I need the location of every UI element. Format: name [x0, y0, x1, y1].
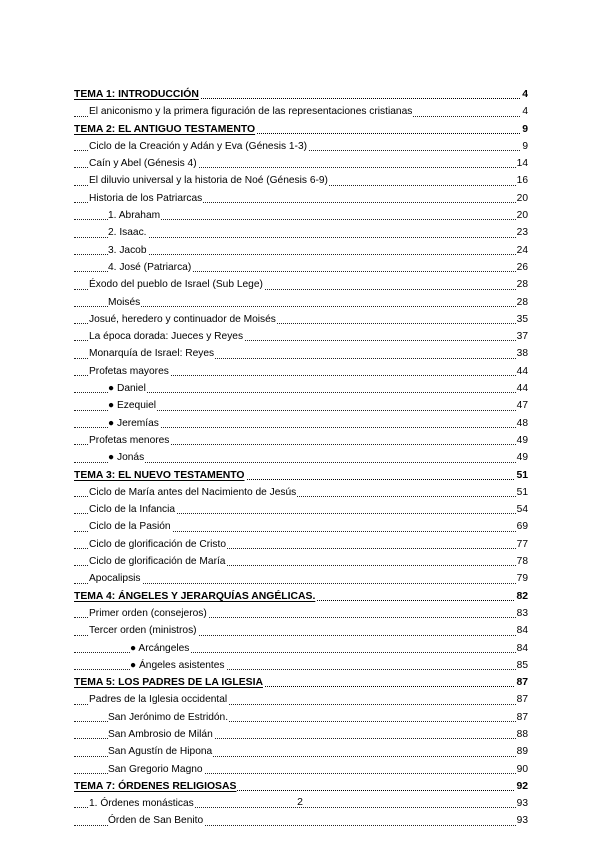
toc-entry[interactable]	[74, 242, 528, 259]
toc-entry-page: 87	[516, 691, 528, 708]
toc-entry[interactable]	[74, 622, 528, 639]
toc-entry[interactable]	[74, 484, 528, 501]
toc-entry-page: 89	[516, 743, 528, 760]
toc-entry-title: Caín y Abel (Génesis 4)	[89, 158, 197, 170]
toc-entry-title: 1. Abraham	[108, 210, 161, 222]
toc-entry-title: Órden de San Benito	[108, 815, 204, 827]
toc-entry-page: 26	[516, 259, 528, 276]
toc-entry-page: 84	[516, 622, 528, 639]
toc-entry-title: ● Arcángeles	[130, 642, 190, 654]
toc-entry-page: 85	[516, 657, 528, 674]
toc-entry-page: 84	[516, 640, 528, 657]
toc-entry-page: 49	[516, 449, 528, 466]
toc-entry[interactable]	[74, 761, 528, 778]
toc-entry-page: 88	[516, 726, 528, 743]
toc-entry-page: 28	[516, 276, 528, 293]
toc-entry[interactable]	[74, 518, 528, 535]
toc-entry-title: 4. José (Patriarca)	[108, 261, 192, 273]
toc-entry-page: 83	[516, 605, 528, 622]
toc-entry-title: Josué, heredero y continuador de Moisés	[89, 313, 276, 325]
toc-entry-page: 47	[516, 397, 528, 414]
toc-entry-page: 35	[516, 311, 528, 328]
toc-entry-title: San Agustín de Hipona	[108, 746, 213, 758]
toc-entry-title: Profetas menores	[89, 434, 170, 446]
toc-entry-title: El aniconismo y la primera figuración de las representaciones cristianas	[89, 106, 413, 118]
toc-entry-page: 51	[515, 467, 528, 484]
toc-entry-title: Ciclo de María antes del Nacimiento de Jesús	[89, 486, 297, 498]
toc-entry-title: Ciclo de la Infancia	[89, 504, 176, 516]
toc-entry[interactable]	[74, 536, 528, 553]
page-number: 2	[297, 796, 303, 808]
toc-entry-page: 48	[516, 415, 528, 432]
toc-entry-title: TEMA 5: LOS PADRES DE LA IGLESIA	[74, 677, 263, 689]
toc-entry-title: TEMA 3: EL NUEVO TESTAMENTO	[74, 469, 245, 481]
toc-entry-page: 44	[516, 363, 528, 380]
toc-entry-page: 14	[516, 155, 528, 172]
toc-entry[interactable]	[74, 501, 528, 518]
toc-entry-title: San Gregorio Magno	[108, 763, 203, 775]
toc-entry-title: San Jerónimo de Estridón.	[108, 711, 229, 723]
toc-entry-page: 51	[516, 484, 528, 501]
toc-entry[interactable]	[74, 553, 528, 570]
toc-entry[interactable]	[74, 172, 528, 189]
toc-entry-page: 20	[516, 190, 528, 207]
toc-entry-page: 28	[516, 294, 528, 311]
toc-entry-title: TEMA 7: ÓRDENES RELIGIOSAS	[74, 780, 237, 792]
toc-entry-page: 54	[516, 501, 528, 518]
toc-chapter-entry[interactable]	[74, 86, 528, 103]
toc-entry-page: 87	[516, 709, 528, 726]
toc-entry[interactable]	[74, 415, 528, 432]
toc-entry-page: 87	[515, 674, 528, 691]
toc-entry-page: 69	[516, 518, 528, 535]
toc-entry-title: Apocalipsis	[89, 573, 141, 585]
toc-entry-title: ● Ángeles asistentes	[130, 659, 225, 671]
toc-entry-page: 79	[516, 570, 528, 587]
dot-leader	[74, 582, 528, 584]
toc-entry[interactable]	[74, 207, 528, 224]
toc-entry[interactable]	[74, 103, 528, 120]
toc-entry[interactable]	[74, 380, 528, 397]
toc-entry-page: 78	[516, 553, 528, 570]
toc-entry-title: Monarquía de Israel: Reyes	[89, 348, 215, 360]
toc-entry[interactable]	[74, 743, 528, 760]
toc-entry-page: 4	[521, 103, 528, 120]
toc-entry[interactable]	[74, 224, 528, 241]
toc-entry[interactable]	[74, 190, 528, 207]
toc-chapter-entry[interactable]	[74, 588, 528, 605]
toc-entry-page: 49	[516, 432, 528, 449]
toc-entry-title: ● Ezequiel	[108, 400, 157, 412]
toc-entry[interactable]	[74, 449, 528, 466]
toc-entry-title: 3. Jacob	[108, 244, 147, 256]
toc-entry-page: 9	[521, 138, 528, 155]
toc-entry-title: Profetas mayores	[89, 365, 169, 377]
toc-entry[interactable]	[74, 345, 528, 362]
toc-chapter-entry[interactable]	[74, 674, 528, 691]
toc-entry-page: 38	[516, 345, 528, 362]
toc-entry[interactable]	[74, 605, 528, 622]
toc-entry[interactable]	[74, 570, 528, 587]
toc-entry-page: 9	[521, 121, 528, 138]
toc-entry-page: 77	[516, 536, 528, 553]
toc-entry-title: Padres de la Iglesia occidental	[89, 694, 228, 706]
toc-entry[interactable]	[74, 432, 528, 449]
toc-entry[interactable]	[74, 363, 528, 380]
toc-entry-page: 92	[515, 778, 528, 795]
toc-entry[interactable]	[74, 259, 528, 276]
toc-entry-title: San Ambrosio de Milán	[108, 728, 213, 740]
toc-entry-page: 37	[516, 328, 528, 345]
table-of-contents	[74, 86, 528, 830]
toc-chapter-entry[interactable]	[74, 467, 528, 484]
toc-entry-title: 2. Isaac.	[108, 227, 147, 239]
toc-entry-page: 90	[516, 761, 528, 778]
toc-chapter-entry[interactable]	[74, 778, 528, 795]
toc-entry-title: Primer orden (consejeros)	[89, 607, 207, 619]
toc-entry[interactable]	[74, 294, 528, 311]
toc-entry-title: Éxodo del pueblo de Israel (Sub Lege)	[89, 279, 263, 291]
toc-entry-title: Historia de los Patriarcas	[89, 192, 203, 204]
toc-entry[interactable]	[74, 138, 528, 155]
dot-leader	[74, 305, 528, 307]
toc-entry-page: 44	[516, 380, 528, 397]
toc-entry-title: El diluvio universal y la historia de Noé (Génesis 6-9)	[89, 175, 328, 187]
toc-entry[interactable]	[74, 709, 528, 726]
toc-entry-title: ● Jeremías	[108, 417, 159, 429]
toc-entry-page: 93	[516, 812, 528, 829]
toc-entry-title: Tercer orden (ministros)	[89, 625, 197, 637]
toc-entry[interactable]	[74, 812, 528, 829]
toc-entry[interactable]	[74, 155, 528, 172]
toc-chapter-entry[interactable]	[74, 121, 528, 138]
toc-entry-page: 23	[516, 224, 528, 241]
toc-entry-title: Ciclo de la Pasión	[89, 521, 171, 533]
toc-entry-page: 20	[516, 207, 528, 224]
toc-entry-page: 82	[515, 588, 528, 605]
toc-entry[interactable]	[74, 691, 528, 708]
toc-entry-page: 4	[521, 86, 528, 103]
toc-entry[interactable]	[74, 726, 528, 743]
toc-entry-title: TEMA 4: ÁNGELES Y JERARQUÍAS ANGÉLICAS.	[74, 590, 316, 602]
toc-entry[interactable]	[74, 657, 528, 674]
toc-entry[interactable]	[74, 311, 528, 328]
toc-entry-title: 1. Órdenes monásticas	[89, 798, 194, 810]
toc-entry[interactable]	[74, 640, 528, 657]
toc-entry-title: ● Jonás	[108, 452, 145, 464]
toc-entry-page: 16	[516, 172, 528, 189]
toc-entry[interactable]	[74, 328, 528, 345]
toc-entry-title: Ciclo de glorificación de Cristo	[89, 538, 227, 550]
toc-entry-page: 24	[516, 242, 528, 259]
toc-entry-title: ● Daniel	[108, 383, 146, 395]
toc-entry-title: La época dorada: Jueces y Reyes	[89, 331, 244, 343]
toc-entry-title: Ciclo de glorificación de María	[89, 556, 226, 568]
toc-entry-page: 93	[516, 795, 528, 812]
toc-entry-title: Moisés	[108, 296, 141, 308]
toc-entry-title: TEMA 2: EL ANTIGUO TESTAMENTO	[74, 123, 256, 135]
toc-entry[interactable]	[74, 397, 528, 414]
toc-entry[interactable]	[74, 276, 528, 293]
toc-entry-title: Ciclo de la Creación y Adán y Eva (Génesis 1-3)	[89, 140, 308, 152]
toc-entry-title: TEMA 1: INTRODUCCIÓN	[74, 89, 199, 100]
